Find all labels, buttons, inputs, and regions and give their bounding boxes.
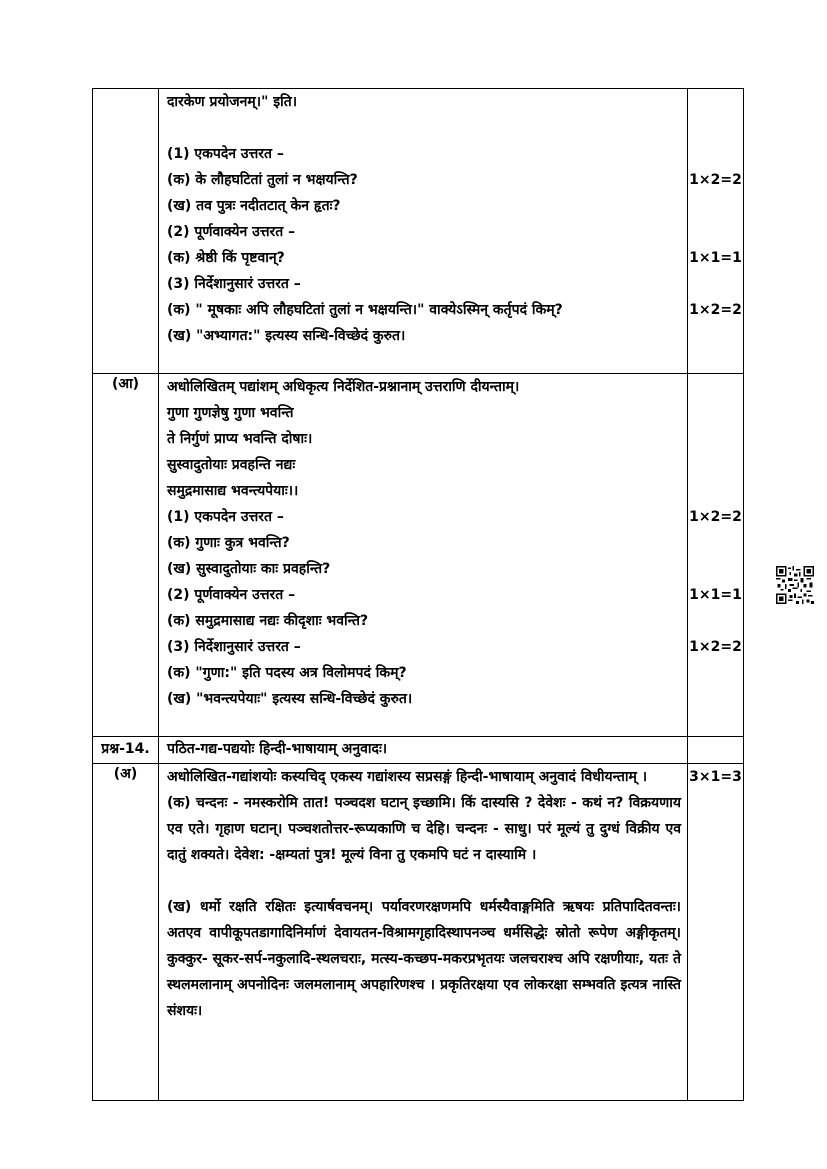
block-label: (आ)	[93, 374, 159, 737]
text-line: (क) समुद्रमासाद्य नद्यः कीदृशाः भवन्ति?	[167, 613, 369, 629]
text-line: (3) निर्देशानुसारं उत्तरत –	[167, 639, 301, 655]
text-line: (ख) सुस्वादुतोयाः काः प्रवहन्ति?	[167, 561, 331, 577]
question-cell	[159, 374, 688, 737]
marks-value: 1×2=2	[689, 172, 742, 188]
text-line: दारकेण प्रयोजनम्।" इति।	[167, 94, 298, 110]
marks-cell	[688, 764, 744, 1101]
row-block-a-translation	[93, 764, 744, 1101]
marks-value: 1×1=1	[689, 250, 742, 266]
question-table	[92, 88, 744, 1101]
text-line: (ख) "अभ्यागत:" इत्यस्य सन्धि-विच्छेदं कुरुत।	[167, 328, 406, 344]
text-line: (2) पूर्णवाक्येन उत्तरत –	[167, 224, 296, 240]
question-cell	[159, 737, 688, 764]
passage-kh: (ख) धर्मो रक्षति रक्षितः इत्यार्षवचनम्। पर्यावरणरक्षणमपि धर्मस्यैवाङ्गमिति ऋषयः प्रतिपादितवन्तः। अतएव वापीकूपतडागादिनिर्माणं देवायतन-विश्रामगृहादिस्थापनञ्च धर्मसिद्धेः स्रोतो रूपेण अङ्गीकृतम्। कुक्कुर- सूकर-सर्प-नकुलादि-स्थलचराः, मत्स्य-कच्छप-मकरप्रभृतयः जलचराश्च अपि रक्षणीयाः, यतः ते स्थलमलानाम् अपनोदिनः जलमलानाम् अपहारिणश्च । प्रकृतिरक्षया एव लोकरक्षा सम्भवति इत्यत्र नास्ति संशयः।	[167, 899, 681, 1019]
passage-k: (क) चन्दनः - नमस्करोमि तात! पञ्चदश घटान् इच्छामि। किं दास्यसि ? देवेशः - कथं न? विक्रयणाय एव एते। गृहाण घटान्। पञ्चशतोत्तर-रूप्यकाणि च देहि। चन्दनः - साधु। परं मूल्यं तु दुग्धं विक्रीय एव दातुं शक्यते। देवेश: -क्षम्यतां पुत्र! मूल्यं विना तु एकमपि घटं न दास्यामि ।	[167, 795, 681, 863]
verse-line: ते निर्गुणं प्राप्य भवन्ति दोषाः।	[167, 431, 313, 447]
marks-value: 1×1=1	[689, 587, 742, 603]
question-cell	[159, 89, 688, 374]
text-line: (ख) तव पुत्रः नदीतटात् केन हृतः?	[167, 198, 341, 214]
text-line: (क) "गुणा:" इति पदस्य अत्र विलोमपदं किम्?	[167, 665, 407, 681]
row-block-continued	[93, 89, 744, 374]
block-label: (अ)	[93, 764, 159, 1101]
row-block-aa	[93, 374, 744, 737]
text-line: (1) एकपदेन उत्तरत –	[167, 146, 284, 162]
blank-line	[159, 115, 687, 141]
marks-value: 1×2=2	[689, 509, 742, 525]
verse-line: गुणा गुणज्ञेषु गुणा भवन्ति	[167, 405, 294, 421]
marks-value: 1×2=2	[689, 639, 742, 655]
qr-code-icon	[776, 566, 814, 604]
question-cell	[159, 764, 688, 1101]
marks-value: 3×1=3	[689, 769, 742, 785]
blank-line	[159, 868, 687, 894]
label-cell	[93, 89, 159, 374]
verse-line: समुद्रमासाद्य भवन्त्यपेयाः।।	[167, 483, 299, 499]
row-question-14	[93, 737, 744, 764]
text-line: (2) पूर्णवाक्येन उत्तरत –	[167, 587, 296, 603]
text-line: (1) एकपदेन उत्तरत –	[167, 509, 284, 525]
marks-cell	[688, 89, 744, 374]
text-line: (क) गुणाः कुत्र भवन्ति?	[167, 535, 290, 551]
text-line: (3) निर्देशानुसारं उत्तरत –	[167, 276, 301, 292]
marks-cell	[688, 374, 744, 737]
text-line: (क) श्रेष्ठी किं पृष्टवान्?	[167, 250, 285, 266]
text-line: (क) " मूषकाः अपि लौहघटितां तुलां न भक्षयन्ति।" वाक्येऽस्मिन् कर्तृपदं किम्?	[167, 302, 563, 318]
text-line: अधोलिखितम् पद्यांशम् अधिकृत्य निर्देशित-प्रश्नानाम् उत्तराणि दीयन्ताम्।	[167, 379, 520, 395]
marks-cell	[688, 737, 744, 764]
text-line: (क) के लौहघटितां तुलां न भक्षयन्ति?	[167, 172, 358, 188]
instruction-text: अधोलिखित-गद्यांशयोः कस्यचिद् एकस्य गद्यांशस्य सप्रसङ्गं हिन्दी-भाषायाम् अनुवादं विधीयन्ताम् ।	[167, 769, 648, 785]
verse-line: सुस्वादुतोयाः प्रवहन्ति नद्यः	[167, 457, 296, 473]
question-number: प्रश्न-14.	[93, 737, 159, 764]
marks-value: 1×2=2	[689, 302, 742, 318]
question-heading: पठित-गद्य-पद्ययोः हिन्दी-भाषायाम् अनुवादः।	[167, 741, 388, 757]
text-line: (ख) "भवन्त्यपेयाः" इत्यस्य सन्धि-विच्छेदं कुरुत।	[167, 691, 413, 707]
